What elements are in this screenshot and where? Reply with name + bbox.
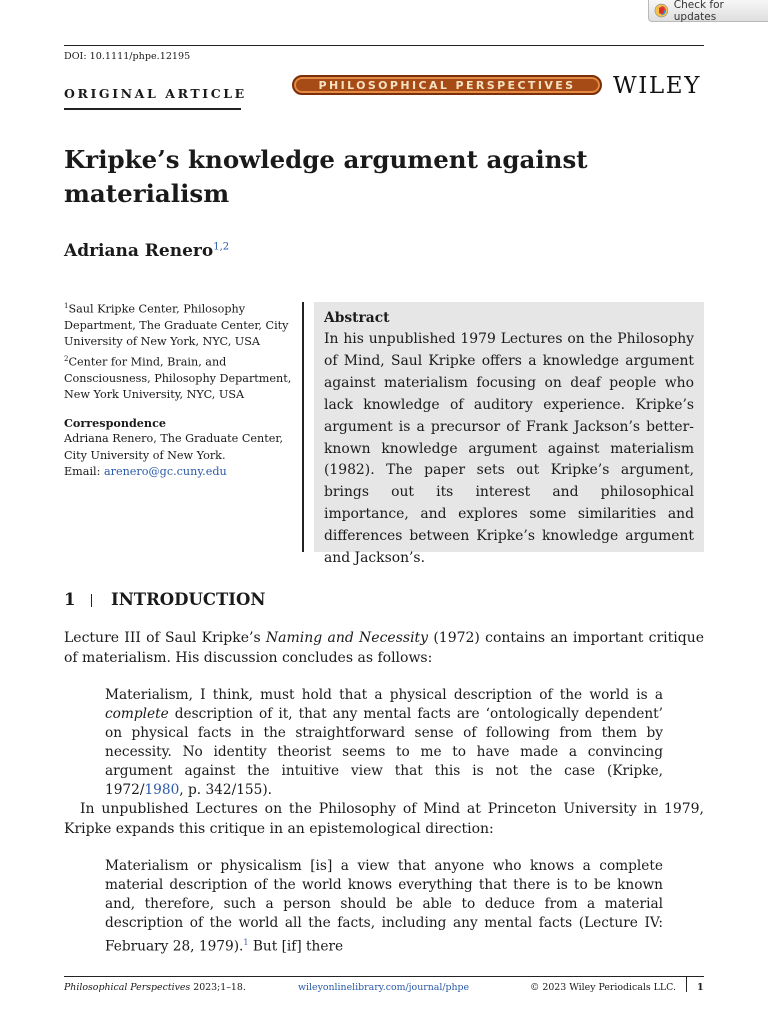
footnote-link[interactable]: 1: [243, 938, 249, 947]
affiliation-text: Center for Mind, Brain, and Consciousness, Philosophy Department, New York University, NYC, USA: [64, 355, 292, 402]
check-updates-icon: [654, 3, 669, 18]
text-run: Materialism or physicalism [is] a view that anyone who knows a complete material description of the world knows everything that there is to be known and, therefore, such a person should be able to deduce from a material description of the world all the facts, including any mental facts (Lecture IV: February 28, 1979).: [105, 858, 663, 955]
check-for-updates-button[interactable]: [648, 0, 768, 22]
author-name: [64, 241, 229, 261]
paragraph-2: In unpublished Lectures on the Philosophy of Mind at Princeton University in 1979, Kripke expands this critique in an epistemological direction:: [64, 801, 704, 837]
abstract-box: [314, 302, 704, 567]
text-run: , p. 342/155).: [179, 782, 273, 798]
text-run: Materialism, I think, must hold that a physical description of the world is a: [105, 687, 663, 703]
affiliation-mark: 1: [64, 302, 69, 310]
author-name-text: Adriana Renero: [64, 241, 214, 261]
doi: DOI: 10.1111/phpe.12195: [64, 51, 191, 62]
footer-citation: 2023;1–18.: [190, 982, 246, 993]
check-updates-label: Check for updates: [673, 0, 724, 23]
affiliation-1: [64, 298, 294, 351]
abstract-heading: Abstract: [324, 310, 390, 326]
publisher-logo: WILEY: [613, 73, 701, 99]
footer-rule: [64, 976, 704, 977]
section-title: INTRODUCTION: [111, 590, 266, 609]
correspondence-heading: Correspondence: [64, 416, 166, 430]
journal-logo-text: PHILOSOPHICAL PERSPECTIVES: [318, 78, 576, 92]
journal-logo: [292, 75, 602, 95]
footer-divider: [686, 976, 687, 992]
text-run: But [if] there: [248, 938, 344, 955]
text-run: Lecture III of Saul Kripke’s: [64, 630, 266, 646]
article-type-underline: [64, 108, 241, 110]
affiliation-mark: 2: [64, 355, 69, 363]
email-link[interactable]: arenero@gc.cuny.edu: [103, 464, 227, 478]
correspondence-email-line: [64, 464, 294, 480]
affiliation-text: Saul Kripke Center, Philosophy Department, The Graduate Center, City University of New York, NYC, USA: [64, 302, 289, 349]
footer-copyright: © 2023 Wiley Periodicals LLC.: [530, 982, 676, 993]
block-quote-1: [105, 686, 663, 800]
article-title: Kripke’s knowledge argument against materialism: [64, 145, 588, 208]
section-number: 1: [64, 590, 76, 609]
affiliation-2: [64, 351, 294, 404]
paragraph-1: [64, 629, 704, 668]
abstract-divider: [302, 302, 304, 552]
block-quote-2: [105, 857, 663, 957]
article-type: ORIGINAL ARTICLE: [64, 86, 247, 101]
citation-link[interactable]: 1980: [144, 782, 180, 798]
correspondence-text: Adriana Renero, The Graduate Center, City University of New York.: [64, 432, 284, 462]
section-divider: [91, 594, 92, 607]
page-number: 1: [697, 982, 704, 993]
footer-journal: [64, 982, 246, 993]
book-title: Naming and Necessity: [265, 630, 429, 646]
author-affiliation-marks[interactable]: 1,2: [213, 241, 230, 253]
header-rule: [64, 45, 704, 46]
text-run: description of it, that any mental facts are ‘ontologically dependent’ on physical facts in the straightforward sense of following from them by necessity. No identity theorist seems to me to have made a convincing argument against the intuitive view that this is not the case (Kripke, 1972/: [105, 706, 663, 798]
footer-url-link[interactable]: wileyonlinelibrary.com/journal/phpe: [298, 982, 470, 993]
emphasis: complete: [105, 706, 169, 722]
footer-journal-name: Philosophical Perspectives: [64, 982, 191, 993]
correspondence: [64, 415, 294, 480]
abstract-text: In his unpublished 1979 Lectures on the Philosophy of Mind, Saul Kripke offers a knowledge argument against materialism focusing on deaf people who lack knowledge of auditory experience. Kripke’s argument is a precursor of Frank Jackson’s better-known knowledge argument against materialism (1982). The paper sets out Kripke’s argument, brings out its interest and philosophical importance, and explores some similarities and differences between Kripke’s knowledge argument and Jackson’s.: [324, 331, 694, 567]
text-run: (1972) contains an important critique of materialism. His discussion concludes as follows:: [64, 630, 704, 666]
email-label: Email:: [64, 464, 101, 478]
